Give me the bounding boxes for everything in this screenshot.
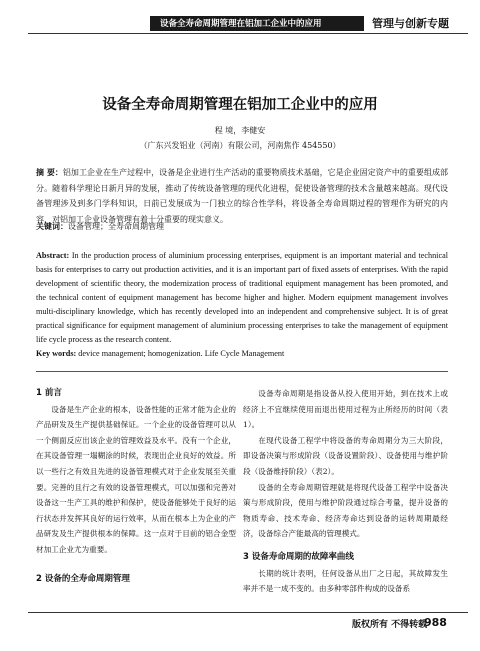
running-header [0,12,480,32]
header-rule [28,33,468,34]
paragraph: 长期的统计表明，任何设备从出厂之日起，其故障发生率并不是一成不变的。由多种零部件构成的设备系 [243,568,448,594]
footer-rule [28,612,468,613]
keywords-en [36,349,448,358]
paragraph: 在现代设备工程学中将设备的寿命周期分为三大阶段，即设备决策与形成阶段（设备设置阶段）、设备使用与维护阶段（设备维持阶段）（表2）。 [243,435,448,476]
authors: 程 境，李健安 [214,126,266,135]
paragraph: 设备是生产企业的根本，设备性能的正常才能为企业的产品研发及生产提供基础保证。一个企业的设备管理可以从一个侧面反应出该企业的管理效益及水平。没有一个企业，在其设备管理一塌糊涂的时候，表现出企业良好的效益。所以一些行之有效且先进的设备管理模式对于企业发展至关重要。完善的且行之有效的设备管理模式，可以加强和完善对设备这一生产工具的维护和保护，使设备能够处于良好的运行状态并发挥其良好的运行效率，从而在根本上为企业的产品研发及生产提供根本的保障。这一点对于目前的铝合金型材加工企业尤为重要。 [36,404,236,554]
affiliation: （广东兴发铝业（河南）有限公司，河南焦作 454550） [139,141,341,150]
paper-title: 设备全寿命周期管理在铝加工企业中的应用 [102,97,378,113]
heading-lifecycle: 2 设备的全寿命周期管理 [36,573,130,584]
keywords-cn [36,221,448,232]
abstract-en-label: Abstract: [36,251,70,260]
rights-notice: 版权所有 不得转载 [352,620,428,630]
paragraph: 设备的全寿命周期管理就是将现代设备工程学中设备决策与形成阶段，使用与维护阶段通过综合考量，提升设备的物质寿命、技术寿命、经济寿命达到设备的运转周期最经济，设备综合产能最高的管理模式。 [243,482,448,539]
right-column [243,386,448,597]
abstract-en-text: In the production process of aluminium processing enterprises, equipment is an important material and technical basis for enterprises to carry out production activities, and it is an important part of fixed assets of enterprises. With the rapid development of scientific theory, the modernization process of traditional equipment management has been promoted, and the technical content of equipment management has become higher and higher. Modern equipment management involves multi-disciplinary knowledge, which has recently developed into an independent and comprehensive subject. It is of great practical significance for equipment management of aluminium processing enterprises to take the management of equipment life cycle process as the research content. [36,251,448,344]
page-footer [0,612,480,632]
abstract-cn-text: 铝加工企业在生产过程中，设备是企业进行生产活动的重要物质技术基础，它是企业固定资产中的重要组成部分。随着科学理论日新月异的发展，推动了传统设备管理的现代化进程，促使设备管理的技术含量越来越高。现代设备管理涉及到多门学科知识，日前已发展成为一门独立的综合性学科，将设备全寿命周期过程的管理作为研究的内容，对铝加工企业设备管理有着十分重要的现实意义。 [36,168,448,224]
keywords-en-text: device management; homogenization. Life Cycle Management [78,349,285,358]
page-number: 988 [424,616,447,629]
keywords-cn-label: 关键词： [36,222,68,231]
running-title: 设备全寿命周期管理在铝加工企业中的应用 [160,19,322,29]
abstract-cn-label: 摘 要： [36,168,63,177]
abstract-en [36,249,448,347]
section-separator [36,371,448,372]
keywords-en-label: Key words: [36,349,77,358]
paragraph: 设备寿命周期是指设备从投入使用开始，到在技术上或经济上不宜继续使用而退出使用过程为止所经历的时间（表1）。 [243,389,448,430]
abstract-cn [36,165,448,227]
heading-failure-curve: 3 设备寿命周期的故障率曲线 [243,551,354,562]
keywords-cn-text: 设备管理；全寿命周期管理 [68,222,164,231]
heading-introduction: 1 前言 [36,388,62,398]
section-name: 管理与创新专题 [372,17,449,30]
left-column [36,386,236,587]
